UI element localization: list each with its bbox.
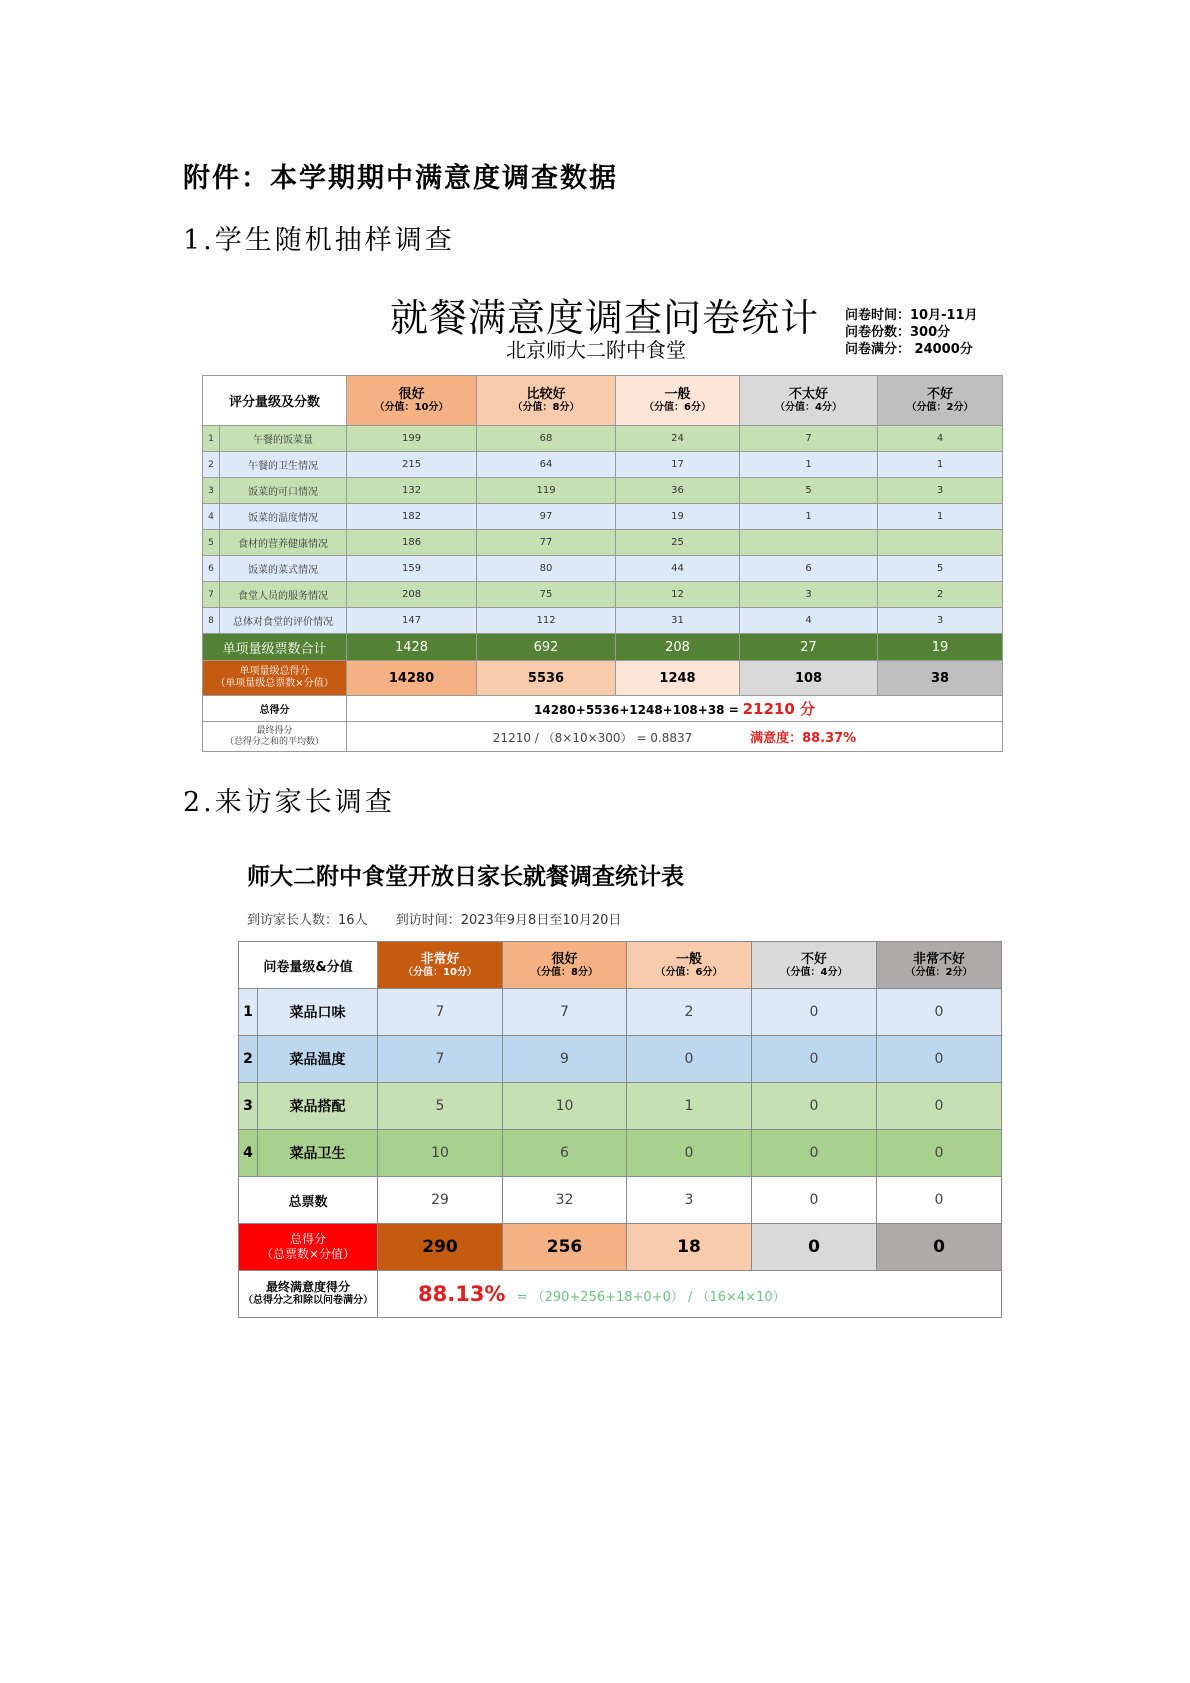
cell: 159 (347, 556, 477, 582)
grade-header: 一般 （分值：6分） (627, 942, 752, 989)
cell: 3 (878, 478, 1003, 504)
vote-total-row (239, 1177, 1002, 1224)
vote-total: 692 (477, 634, 616, 661)
row-item: 午餐的饭菜量 (220, 426, 347, 452)
cell: 5 (740, 478, 878, 504)
row-number: 2 (239, 1036, 258, 1083)
table-row (203, 556, 1003, 582)
cell: 7 (503, 989, 627, 1036)
table-row (203, 530, 1003, 556)
row-number: 7 (203, 582, 220, 608)
vote-total: 3 (627, 1177, 752, 1224)
total-score-row (203, 696, 1003, 722)
vote-total: 27 (740, 634, 878, 661)
header-label: 评分量级及分数 (203, 376, 347, 426)
vote-total: 19 (878, 634, 1003, 661)
cell: 132 (347, 478, 477, 504)
survey1-subtitle: 北京师大二附中食堂 (506, 338, 686, 362)
vote-total: 0 (752, 1177, 877, 1224)
cell: 182 (347, 504, 477, 530)
cell: 3 (878, 608, 1003, 634)
total-score-formula: 14280+5536+1248+108+38 = 21210 分 (347, 696, 1003, 722)
cell: 24 (616, 426, 740, 452)
satisfaction-rate: 88.13% (418, 1282, 506, 1306)
grade-header: 比较好 （分值：8分） (477, 376, 616, 426)
table-row (203, 452, 1003, 478)
cell: 44 (616, 556, 740, 582)
vote-total-label: 单项量级票数合计 (203, 634, 347, 661)
cell: 0 (752, 1130, 877, 1177)
table-row (239, 989, 1002, 1036)
cell: 10 (378, 1130, 503, 1177)
visit-period: 到访时间：2023年9月8日至10月20日 (395, 913, 622, 928)
table-row (239, 1036, 1002, 1083)
row-number: 4 (239, 1130, 258, 1177)
grade-header: 不好 （分值：4分） (752, 942, 877, 989)
table-row (203, 478, 1003, 504)
cell: 1 (878, 452, 1003, 478)
cell: 0 (627, 1130, 752, 1177)
final-score-formula: 88.13% = （290+256+18+0+0） / （16×4×10） (378, 1271, 1002, 1318)
cell: 0 (752, 989, 877, 1036)
cell: 215 (347, 452, 477, 478)
grade-score: 14280 (347, 661, 477, 696)
survey1-meta (845, 307, 978, 358)
cell: 4 (878, 426, 1003, 452)
cell: 112 (477, 608, 616, 634)
table-header-row (203, 376, 1003, 426)
grade-header: 非常不好 （分值：2分） (877, 942, 1002, 989)
total-score-value: 21210 分 (742, 700, 816, 718)
cell: 31 (616, 608, 740, 634)
cell: 208 (347, 582, 477, 608)
row-number: 6 (203, 556, 220, 582)
grade-header: 一般 （分值：6分） (616, 376, 740, 426)
score-value: 290 (378, 1224, 503, 1271)
final-score-row (203, 722, 1003, 752)
vote-total: 29 (378, 1177, 503, 1224)
cell: 5 (878, 556, 1003, 582)
row-item: 饭菜的菜式情况 (220, 556, 347, 582)
grade-header: 不太好 （分值：4分） (740, 376, 878, 426)
cell: 77 (477, 530, 616, 556)
grade-score: 38 (878, 661, 1003, 696)
cell: 64 (477, 452, 616, 478)
row-number: 2 (203, 452, 220, 478)
cell: 2 (878, 582, 1003, 608)
grade-score: 1248 (616, 661, 740, 696)
grade-score: 108 (740, 661, 878, 696)
cell: 119 (477, 478, 616, 504)
cell: 0 (752, 1036, 877, 1083)
table-row (239, 1083, 1002, 1130)
student-survey-table (202, 375, 1003, 752)
cell: 7 (378, 1036, 503, 1083)
vote-total-row (203, 634, 1003, 661)
cell: 4 (740, 608, 878, 634)
cell: 1 (740, 504, 878, 530)
cell: 1 (627, 1083, 752, 1130)
score-value: 18 (627, 1224, 752, 1271)
cell: 68 (477, 426, 616, 452)
grade-header: 非常好 （分值：10分） (378, 942, 503, 989)
score-value: 256 (503, 1224, 627, 1271)
cell: 0 (877, 1036, 1002, 1083)
row-item: 饭菜的温度情况 (220, 504, 347, 530)
score-row (239, 1224, 1002, 1271)
row-number: 1 (203, 426, 220, 452)
cell: 6 (740, 556, 878, 582)
cell: 2 (627, 989, 752, 1036)
cell: 97 (477, 504, 616, 530)
cell: 0 (752, 1083, 877, 1130)
row-item: 午餐的卫生情况 (220, 452, 347, 478)
row-item: 菜品搭配 (258, 1083, 378, 1130)
survey-full-score: 问卷满分： 24000分 (845, 342, 973, 357)
cell: 7 (740, 426, 878, 452)
cell: 6 (503, 1130, 627, 1177)
total-score-label: 总得分 (203, 696, 347, 722)
cell: 147 (347, 608, 477, 634)
final-score-row (239, 1271, 1002, 1318)
cell: 1 (878, 504, 1003, 530)
final-score-label: 最终满意度得分 （总得分之和除以问卷满分） (239, 1271, 378, 1318)
cell: 7 (378, 989, 503, 1036)
final-score-formula: 21210 / （8×10×300） = 0.8837 满意度：88.37% (347, 722, 1003, 752)
survey-count: 问卷份数：300分 (845, 325, 951, 340)
cell: 9 (503, 1036, 627, 1083)
vote-total-label: 总票数 (239, 1177, 378, 1224)
cell (740, 530, 878, 556)
cell: 36 (616, 478, 740, 504)
table-header-row (239, 942, 1002, 989)
table-row (203, 426, 1003, 452)
grade-score-label: 单项量级总得分 （单项量级总票数×分值） (203, 661, 347, 696)
vote-total: 1428 (347, 634, 477, 661)
vote-total: 0 (877, 1177, 1002, 1224)
grade-score: 5536 (477, 661, 616, 696)
row-item: 总体对食堂的评价情况 (220, 608, 347, 634)
grade-header: 很好 （分值：8分） (503, 942, 627, 989)
vote-total: 208 (616, 634, 740, 661)
cell: 0 (877, 989, 1002, 1036)
survey1-title: 就餐满意度调查问卷统计 (390, 296, 820, 340)
header-label: 问卷量级&分值 (239, 942, 378, 989)
cell: 0 (877, 1083, 1002, 1130)
cell: 17 (616, 452, 740, 478)
row-number: 8 (203, 608, 220, 634)
row-item: 菜品温度 (258, 1036, 378, 1083)
satisfaction-rate: 满意度：88.37% (750, 731, 857, 746)
cell: 25 (616, 530, 740, 556)
survey2-info (247, 909, 645, 928)
table-row (239, 1130, 1002, 1177)
row-number: 4 (203, 504, 220, 530)
final-score-label: 最终得分 （总得分之和的平均数） (203, 722, 347, 752)
cell: 19 (616, 504, 740, 530)
cell: 12 (616, 582, 740, 608)
cell: 10 (503, 1083, 627, 1130)
cell: 80 (477, 556, 616, 582)
score-value: 0 (877, 1224, 1002, 1271)
cell: 0 (877, 1130, 1002, 1177)
table-row (203, 504, 1003, 530)
cell: 1 (740, 452, 878, 478)
section-heading-parent-survey: 2.来访家长调查 (183, 787, 395, 818)
parent-survey-table (238, 941, 1002, 1318)
survey2-title: 师大二附中食堂开放日家长就餐调查统计表 (247, 864, 684, 890)
grade-header: 很好 （分值：10分） (347, 376, 477, 426)
row-item: 菜品口味 (258, 989, 378, 1036)
cell: 199 (347, 426, 477, 452)
score-value: 0 (752, 1224, 877, 1271)
row-item: 菜品卫生 (258, 1130, 378, 1177)
cell: 5 (378, 1083, 503, 1130)
cell: 186 (347, 530, 477, 556)
cell: 0 (627, 1036, 752, 1083)
table-row (203, 608, 1003, 634)
document-title: 附件：本学期期中满意度调查数据 (183, 163, 618, 194)
cell: 75 (477, 582, 616, 608)
grade-score-row (203, 661, 1003, 696)
row-number: 3 (239, 1083, 258, 1130)
row-item: 食堂人员的服务情况 (220, 582, 347, 608)
row-number: 3 (203, 478, 220, 504)
row-item: 食材的营养健康情况 (220, 530, 347, 556)
survey-period: 问卷时间：10月-11月 (845, 308, 978, 323)
table-row (203, 582, 1003, 608)
row-number: 1 (239, 989, 258, 1036)
visitor-count: 到访家长人数：16人 (247, 913, 368, 928)
cell (878, 530, 1003, 556)
grade-header: 不好 （分值：2分） (878, 376, 1003, 426)
section-heading-student-survey: 1.学生随机抽样调查 (183, 225, 455, 256)
row-number: 5 (203, 530, 220, 556)
cell: 3 (740, 582, 878, 608)
vote-total: 32 (503, 1177, 627, 1224)
row-item: 饭菜的可口情况 (220, 478, 347, 504)
score-label: 总得分 （总票数×分值） (239, 1224, 378, 1271)
